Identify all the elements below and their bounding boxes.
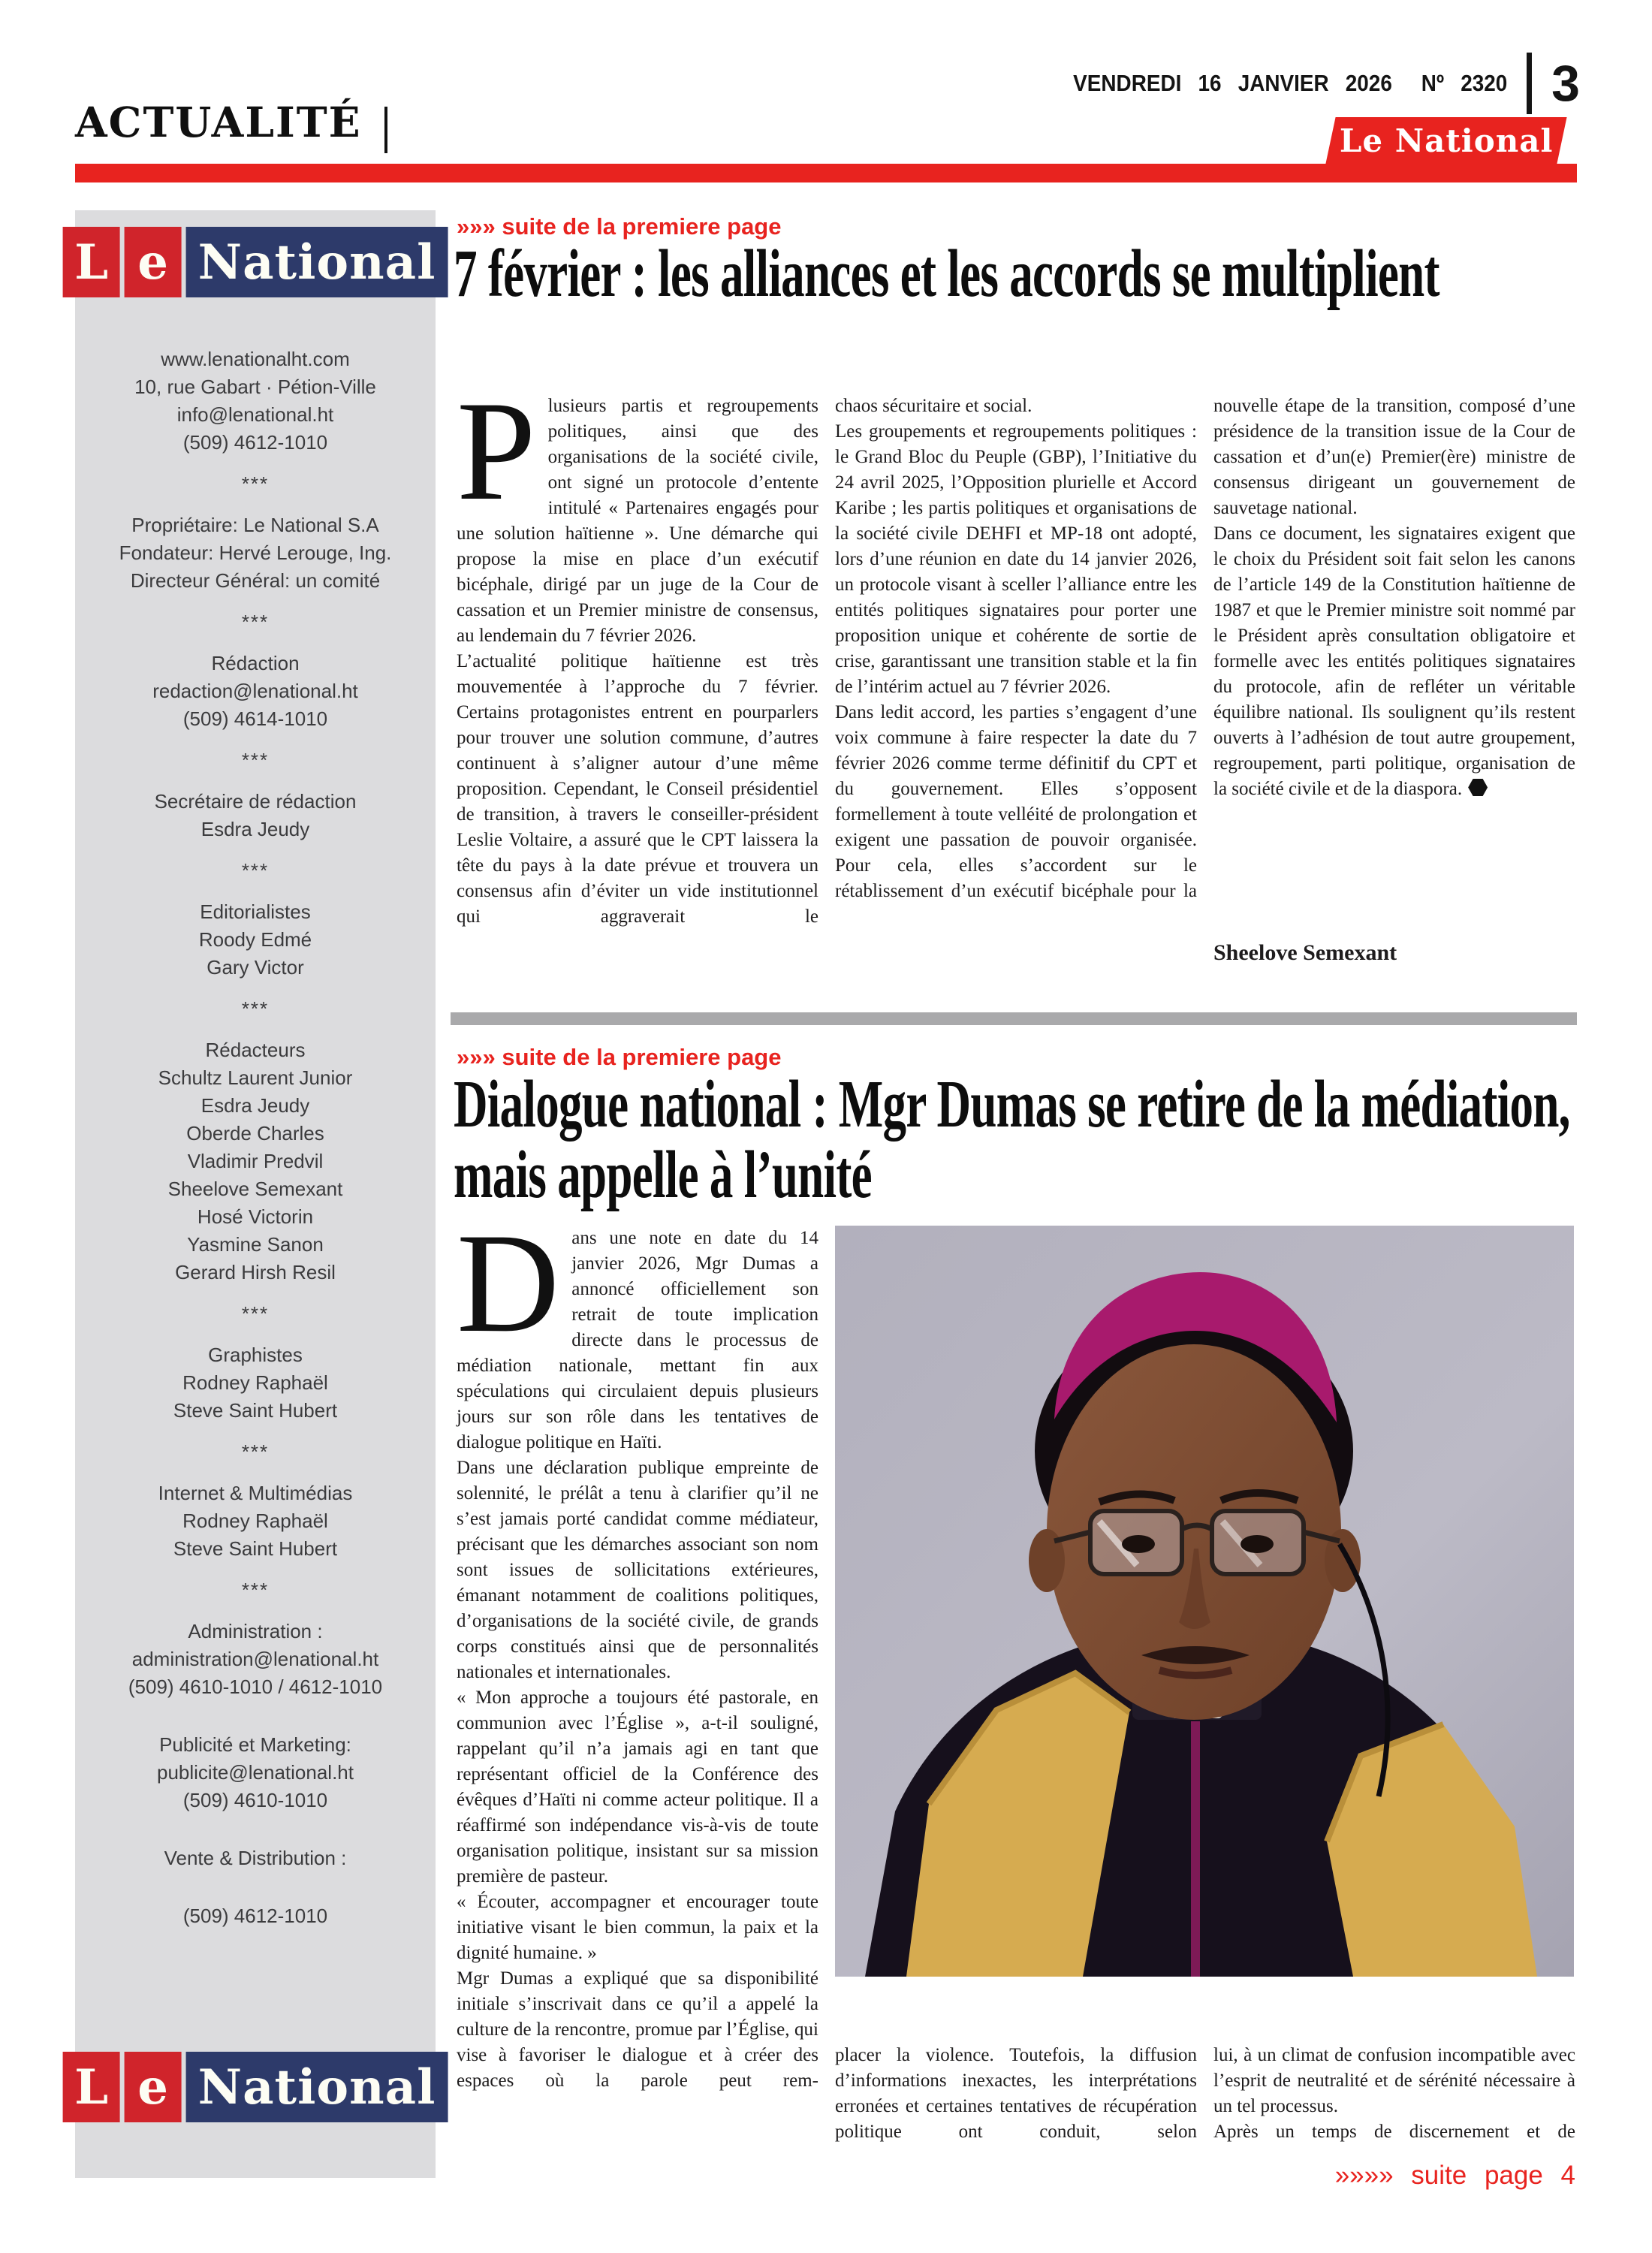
article1-byline: Sheelove Semexant — [1213, 940, 1397, 965]
sidebar-text-line: (509) 4614-1010 — [182, 707, 328, 730]
sidebar-text-line: www.lenationalht.com — [161, 348, 350, 370]
article-paragraph: chaos sécuritaire et social. — [835, 396, 1032, 416]
sidebar-text-line: (509) 4610-1010 / 4612-1010 — [128, 1675, 383, 1698]
article2-column-2 — [835, 2043, 1197, 2145]
sidebar-text-line: Rédacteurs — [205, 1039, 306, 1061]
sidebar-text-line: Fondateur: Hervé Lerouge, Ing. — [119, 541, 392, 564]
section-title: ACTUALITÉ — [75, 98, 362, 146]
article-paragraph: L’actualité politique haïtienne est très mouvementée à l’approche du 7 février. Certains protagonistes entrent en pourparlers pour trouver une solution commune, d’autres continuent à s’aligner autour d’une même proposition. Cependant, le Conseil présidentiel de transition, à travers le conseiller-président Leslie Voltaire, a assuré que le CPT laissera la tête du pays à la date prévue et trouvera un consensus afin d’éviter un vide institutionnel qui aggraverait le — [457, 651, 818, 927]
sidebar-separator: *** — [241, 611, 270, 633]
sidebar-text-line: Secrétaire de rédaction — [154, 790, 357, 813]
article-paragraph: Plusieurs partis et regroupements politiques, ainsi que des organisations de la société civile, ont signé un protocole d’entente intitulé « Partenaires engagés pour une solution haïtienne ». Une démarche qui propose la mise en place d’un exécutif bicéphale, dirigé par un juge de la Cour de cassation et un Premier ministre de consensus, au lendemain du 7 février 2026. — [457, 372, 818, 646]
article1-column-1 — [457, 372, 818, 930]
sidebar-text-line: (509) 4610-1010 — [182, 1789, 328, 1811]
sidebar-text-line: (509) 4612-1010 — [182, 1905, 328, 1927]
article-paragraph: Dans une note en date du 14 janvier 2026, Mgr Dumas a annoncé officiellement son retrait de toute implication directe dans le processus de médiation nationale, mettant fin aux spéculations qui circulaient depuis plusieurs jours sur son rôle dans les tentatives de dialogue politique en Haïti. — [457, 1205, 818, 1452]
sidebar-text-line: Esdra Jeudy — [200, 1094, 310, 1117]
brand-tab — [1325, 117, 1566, 164]
newspaper-logo-top — [63, 227, 448, 297]
sidebar-gap — [83, 1701, 428, 1731]
article1-kicker: »»» suite de la premiere page — [457, 213, 782, 240]
article1-headline-text: 7 février : les alliances et les accords se multiplient — [454, 237, 1439, 311]
article-paragraph: Dans ledit accord, les parties s’engagent d’une voix commune à faire respecter la date du 7 février 2026 comme terme définitif du CPT et du gouvernement. Elles s’opposent formellement à toute velléité de prolongation et exigent une passation de pouvoir organisée. Pour cela, elles s’accordent sur le rétablissement d’un exécutif bicéphale pour la — [835, 702, 1197, 901]
article2-continuation-wrap — [1213, 2157, 1575, 2188]
logo-letter-l: L — [63, 227, 120, 297]
sidebar-text-line: publicite@lenational.ht — [156, 1761, 354, 1784]
header-date: VENDREDI 16 JANVIER 2026 — [1073, 70, 1392, 96]
sidebar-separator: *** — [241, 1579, 270, 1601]
article-paragraph: nouvelle étape de la transition, composé d’une présidence de la transition issue de la Cour de cassation et d’un(e) Premier(ère) ministre de consensus dirigeant un gouvernement de sauvetage national. — [1213, 396, 1575, 518]
header-date-row — [1038, 53, 1580, 114]
sidebar-text-line: Vente & Distribution : — [164, 1847, 347, 1869]
article2-headline — [454, 1069, 1577, 1217]
article-paragraph: placer la violence. Toutefois, la diffusion d’informations inexactes, les interprétations erronées et certaines tentatives de récupération politique ont conduit, selon — [835, 2045, 1197, 2142]
logo-wordmark: National — [186, 227, 448, 297]
sidebar-text-line: Steve Saint Hubert — [173, 1537, 338, 1560]
drop-cap: D — [457, 1205, 560, 1362]
sidebar-text-line: Propriétaire: Le National S.A — [131, 514, 379, 536]
sidebar-text-line: Administration : — [188, 1620, 323, 1642]
sidebar-text-line: Schultz Laurent Junior — [158, 1066, 353, 1089]
sidebar-separator: *** — [241, 1302, 270, 1325]
article2-column-1 — [457, 1205, 818, 2094]
page-number-divider — [1527, 53, 1532, 114]
sidebar-text-line: Oberde Charles — [186, 1122, 324, 1145]
sidebar-gap — [83, 1814, 428, 1844]
article1-column-3 — [1213, 394, 1575, 802]
masthead-sidebar — [75, 210, 436, 2178]
sidebar-separator: *** — [241, 749, 270, 771]
article1-headline — [454, 239, 1577, 386]
eye-right — [1241, 1535, 1274, 1553]
article-end-mark — [1468, 779, 1488, 796]
logo-wordmark: National — [186, 2052, 448, 2122]
article-paragraph: lui, à un climat de confusion incompatible avec l’esprit de neutralité et de sérénité nécessaire à un tel processus. — [1213, 2045, 1575, 2116]
article2-continuation: »»»» suite page 4 — [1334, 2161, 1575, 2190]
sidebar-text-line: 10, rue Gabart · Pétion-Ville — [134, 376, 376, 398]
masthead-info-list — [83, 345, 428, 1930]
article-paragraph: Les groupements et regroupements politiques : le Grand Bloc du Peuple (GBP), l’Initiative du 24 avril 2025, l’Opposition plurielle et Accord Karibe ; les partis politiques et organisations de la société civile DEHFI et MP-18 ont adopté, lors d’une réunion en date du 14 janvier 2026, un protocole visant à sceller l’alliance entre les entités politiques signataires pour porter une proposition unique et cohérente de sortie de crise, garantissant une transition stable et la fin de l’intérim actuel au 7 février 2026. — [835, 421, 1197, 697]
sidebar-text-line: info@lenational.ht — [176, 403, 334, 426]
sidebar-text-line: Roody Edmé — [198, 928, 312, 951]
sidebar-text-line: (509) 4612-1010 — [182, 431, 328, 454]
article1-byline-wrap — [1213, 894, 1575, 966]
sidebar-text-line: Internet & Multimédias — [158, 1482, 353, 1504]
sidebar-text-line: Publicité et Marketing: — [159, 1733, 351, 1756]
logo-letter-e: e — [125, 227, 182, 297]
sidebar-text-line: Rédaction — [211, 652, 300, 674]
eye-left — [1122, 1535, 1155, 1553]
article2-column-3 — [1213, 2043, 1575, 2145]
sidebar-text-line: Yasmine Sanon — [187, 1233, 324, 1256]
sidebar-text-line: Esdra Jeudy — [200, 818, 310, 840]
header-red-band — [75, 164, 1577, 182]
sidebar-text-line: Steve Saint Hubert — [173, 1399, 338, 1422]
article2-kicker: »»» suite de la premiere page — [457, 1044, 782, 1070]
article-divider-bar — [451, 1012, 1577, 1025]
sidebar-separator: *** — [241, 997, 270, 1020]
sidebar-text-line: Gerard Hirsh Resil — [175, 1261, 336, 1283]
sidebar-text-line: administration@lenational.ht — [131, 1648, 379, 1670]
sidebar-text-line: Editorialistes — [200, 900, 311, 923]
article2-headline-text: Dialogue national : Mgr Dumas se retire de la médiation, mais appelle à l’unité — [454, 1067, 1570, 1212]
logo-letter-e: e — [125, 2052, 182, 2122]
drop-cap: P — [457, 372, 536, 530]
article-paragraph: Après un temps de discernement et de — [1213, 2122, 1575, 2142]
sidebar-text-line: Hosé Victorin — [197, 1205, 314, 1228]
article-paragraph: Mgr Dumas a expliqué que sa disponibilité initiale s’inscrivait dans ce qu’il a appelé la culture de la rencontre, promue par l’Église, qui vise à favoriser le dialogue et à créer des espaces où la parole peut rem- — [457, 1968, 818, 2091]
page-number: 3 — [1551, 55, 1580, 112]
newspaper-logo-bottom — [63, 2052, 448, 2122]
logo-letter-l: L — [63, 2052, 120, 2122]
sidebar-text-line: Directeur Général: un comité — [130, 569, 381, 592]
article-paragraph: Dans une déclaration publique empreinte de solennité, le prélât a tenu à clarifier qu’il ne s’est jamais porté candidat comme médiateur, précisant que les démarches associant son nom sont issues de sollicitations extérieures, émanant notamment de coalitions politiques, d’organisations de la société civile, de grands corps constitués ainsi que de personnalités nationales et internationales. — [457, 1458, 818, 1682]
article2-photo-mgr-dumas — [835, 1226, 1574, 1977]
section-title-separator — [384, 107, 387, 153]
brand-tab-label: Le National — [1339, 122, 1554, 159]
header-issue-number: Nº 2320 — [1421, 70, 1508, 96]
sidebar-separator: *** — [241, 472, 270, 495]
sidebar-separator: *** — [241, 859, 270, 882]
article-paragraph: « Mon approche a toujours été pastorale, en communion avec l’Église », a-t-il souligné, rappelant qu’il n’a jamais agi en tant que représentant officiel de la Conférence des évêques d’Haïti ni comme acteur politique. Il a réaffirmé son indépendance vis-à-vis de toute organisation politique, insistant sur sa mission première de pasteur. — [457, 1687, 818, 1887]
sidebar-text-line: Vladimir Predvil — [187, 1150, 324, 1172]
sidebar-text-line: redaction@lenational.ht — [152, 680, 358, 702]
sidebar-text-line: Sheelove Semexant — [167, 1178, 343, 1200]
article-paragraph: « Écouter, accompagner et encourager toute initiative visant le bien commun, la paix et la dignité humaine. » — [457, 1892, 818, 1963]
sidebar-text-line: Rodney Raphaël — [182, 1510, 328, 1532]
sidebar-text-line: Graphistes — [208, 1344, 303, 1366]
sidebar-text-line: Rodney Raphaël — [182, 1371, 328, 1394]
sidebar-gap — [83, 1872, 428, 1902]
article-paragraph: Dans ce document, les signataires exigent que le choix du Président soit fait selon les canons de l’article 149 de la Constitution haïtienne de 1987 et que le Premier ministre soit nommé par le Président après consultation obligatoire et formelle avec les entités politiques signataires du protocole, afin de refléter un véritable équilibre national. Ils soulignent qu’ils restent ouverts à l’adhésion de tout autre groupement, regroupement, parti politique, organisation de la société civile et de la diaspora. — [1213, 523, 1575, 799]
article1-column-2 — [835, 394, 1197, 904]
sidebar-text-line: Gary Victor — [206, 956, 304, 979]
sidebar-separator: *** — [241, 1440, 270, 1463]
